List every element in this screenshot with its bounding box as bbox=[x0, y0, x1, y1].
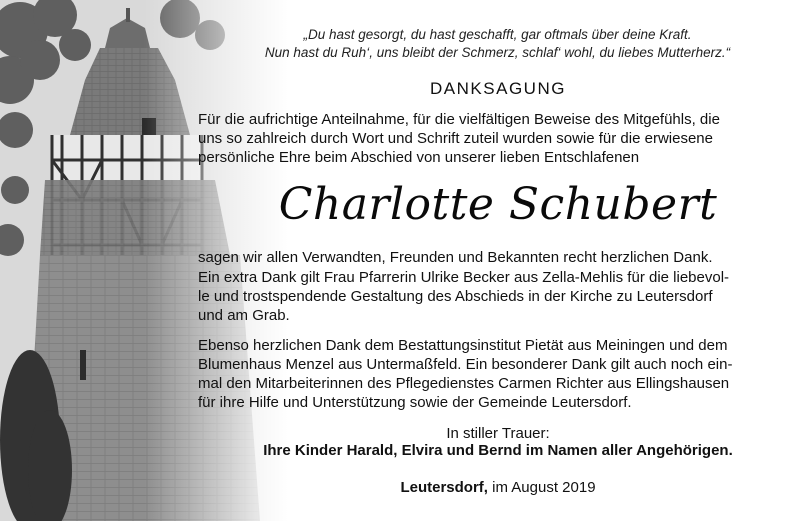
intro-paragraph bbox=[198, 110, 798, 167]
poem-quote bbox=[210, 26, 785, 62]
quote-line-1: „Du hast gesorgt, du hast geschafft, gar oftmals über deine Kraft. bbox=[303, 27, 692, 42]
also-line-1: Ebenso herzlichen Dank dem Bestattungsinstitut Pietät aus Meiningen und dem bbox=[198, 337, 728, 354]
also-line-2: Blumenhaus Menzel aus Untermaßfeld. Ein besonderer Dank gilt auch noch ein- bbox=[198, 356, 733, 373]
thanks-text: sagen wir allen Verwandten, Freunden und Bekannten recht herzlichen Dank. bbox=[198, 249, 713, 266]
extra-line-1: Ein extra Dank gilt Frau Pfarrerin Ulrike Becker aus Zella-Mehlis für die liebevol- bbox=[198, 269, 730, 286]
extra-line-2: le und trostspendende Gestaltung des Abschieds in der Kirche zu Leutersdorf bbox=[198, 288, 713, 305]
quote-line-2: Nun hast du Ruh‘, uns bleibt der Schmerz, schlaf‘ wohl, du liebes Mutterherz.“ bbox=[264, 45, 731, 60]
extra-thanks-paragraph bbox=[198, 268, 798, 325]
intro-line-1: Für die aufrichtige Anteilnahme, für die vielfältigen Beweise des Mitgefühls, die bbox=[198, 111, 720, 128]
thanks-line bbox=[198, 248, 798, 267]
also-line-4: für ihre Hilfe und Unterstützung sowie der Gemeinde Leutersdorf. bbox=[198, 394, 632, 411]
place-date bbox=[198, 478, 798, 497]
intro-line-3: persönliche Ehre beim Abschied von unserer lieben Entschlafenen bbox=[198, 149, 640, 166]
also-thanks-paragraph bbox=[198, 336, 798, 412]
deceased-name: Charlotte Schubert bbox=[278, 179, 718, 230]
place: Leutersdorf, bbox=[400, 479, 488, 496]
mourning-line: In stiller Trauer: bbox=[446, 425, 550, 442]
intro-line-2: uns so zahlreich durch Wort und Schrift zuteil wurden sowie für die erwiesene bbox=[198, 130, 713, 147]
extra-line-3: und am Grab. bbox=[198, 307, 290, 324]
also-line-3: mal den Mitarbeiterinnen des Pflegedienstes Carmen Richter aus Ellingshausen bbox=[198, 375, 730, 392]
signatories: Ihre Kinder Harald, Elvira und Bernd im Namen aller Angehörigen. bbox=[263, 442, 733, 459]
date: im August 2019 bbox=[487, 479, 596, 496]
heading: DANKSAGUNG bbox=[430, 79, 566, 98]
